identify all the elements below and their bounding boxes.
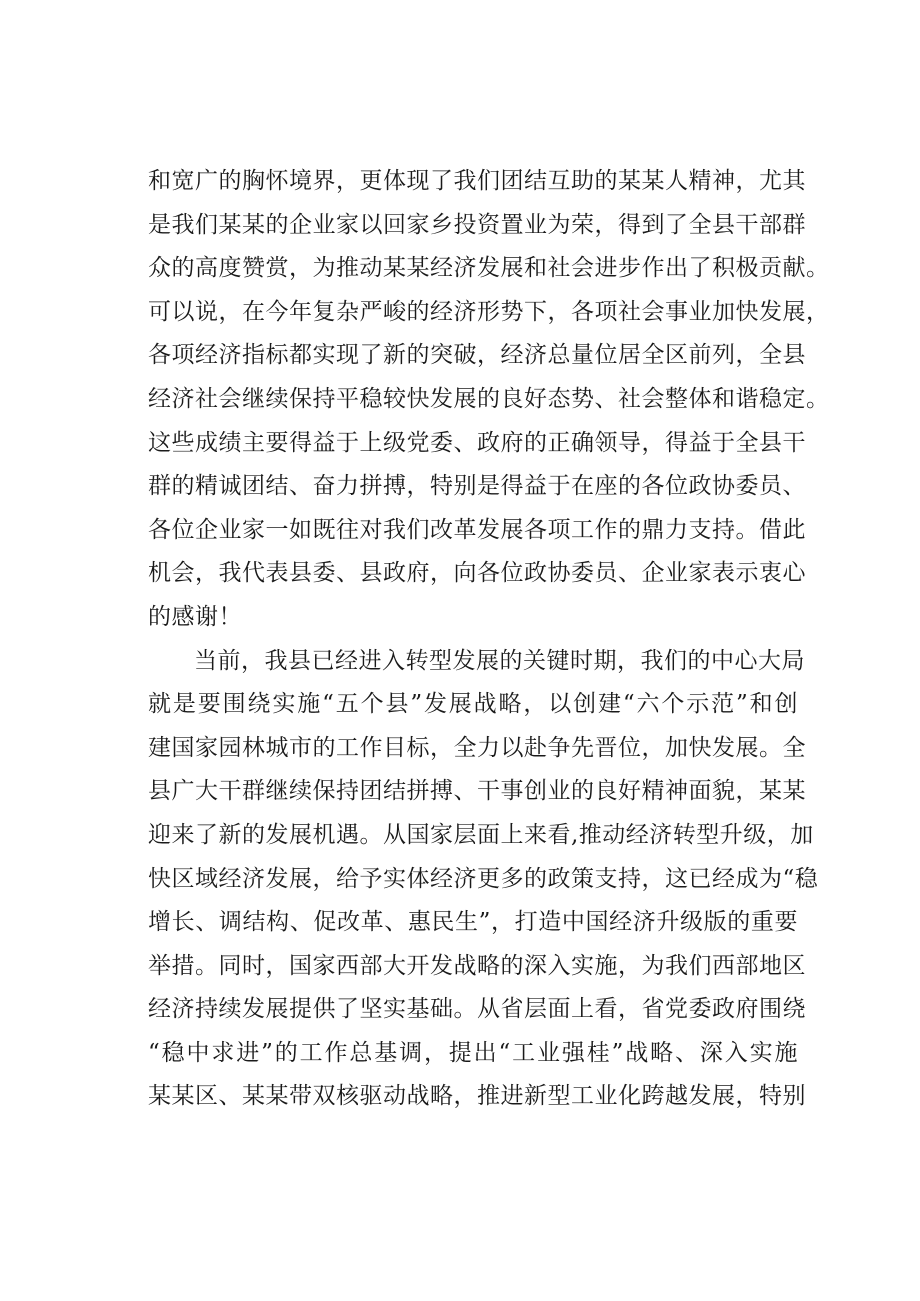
text-line: 可以说，在今年复杂严峻的经济形势下，各项社会事业加快发展， xyxy=(148,298,830,325)
text-line: 是我们某某的企业家以回家乡投资置业为荣，得到了全县干部群 xyxy=(148,211,806,238)
text-line: 就是要围绕实施“五个县”发展战略，以创建“六个示范”和创 xyxy=(148,691,798,718)
text-line: 某某区、某某带双核驱动战略，推进新型工业化跨越发展，特别 xyxy=(148,1083,806,1110)
text-line: 各项经济指标都实现了新的突破，经济总量位居全区前列，全县 xyxy=(148,342,806,369)
text-line: 众的高度赞赏，为推动某某经济发展和社会进步作出了积极贡献。 xyxy=(148,255,830,282)
text-line: “稳中求进”的工作总基调，提出“工业强桂”战略、深入实施 xyxy=(148,1039,798,1066)
text-line: 群的精诚团结、奋力拼搏，特别是得益于在座的各位政协委员、 xyxy=(148,473,806,500)
paragraph-1 xyxy=(148,160,830,640)
text-line: 和宽广的胸怀境界，更体现了我们团结互助的某某人精神，尤其 xyxy=(148,168,806,194)
text-line: 增长、调结构、促改革、惠民生”，打造中国经济升级版的重要 xyxy=(148,909,798,936)
document-body xyxy=(148,160,830,1119)
text-line: 快区域经济发展，给予实体经济更多的政策支持，这已经成为“稳 xyxy=(148,865,819,892)
text-line: 经济社会继续保持平稳较快发展的良好态势、社会整体和谐稳定。 xyxy=(148,385,830,412)
text-line: 举措。同时，国家西部大开发战略的深入实施，为我们西部地区 xyxy=(148,952,806,979)
text-line: 当前，我县已经进入转型发展的关键时期，我们的中心大局 xyxy=(194,647,805,674)
text-line: 的感谢！ xyxy=(148,603,242,630)
text-line: 建国家园林城市的工作目标，全力以赴争先晋位，加快发展。全 xyxy=(148,734,806,761)
text-line: 迎来了新的发展机遇。从国家层面上来看,推动经济转型升级，加 xyxy=(148,821,814,848)
paragraph-2 xyxy=(148,640,819,1120)
text-line: 各位企业家一如既往对我们改革发展各项工作的鼎力支持。借此 xyxy=(148,516,806,543)
text-line: 这些成绩主要得益于上级党委、政府的正确领导，得益于全县干 xyxy=(148,429,806,456)
text-line: 县广大干群继续保持团结拼搏、干事创业的良好精神面貌，某某 xyxy=(148,778,806,805)
text-line: 机会，我代表县委、县政府，向各位政协委员、企业家表示衷心 xyxy=(148,560,806,587)
text-line: 经济持续发展提供了坚实基础。从省层面上看，省党委政府围绕 xyxy=(148,996,806,1023)
